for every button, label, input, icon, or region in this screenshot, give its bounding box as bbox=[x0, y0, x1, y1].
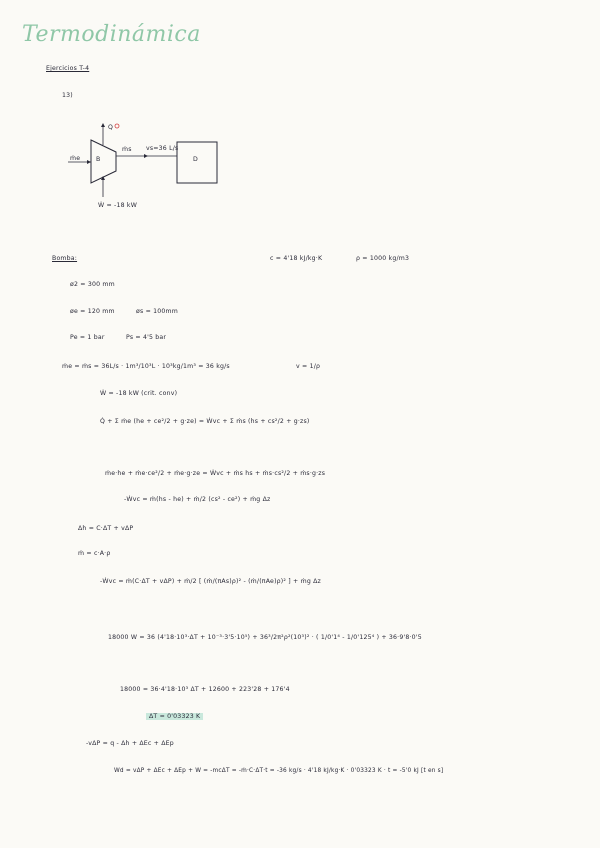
line-dh: Δh = C·ΔT + vΔP bbox=[78, 525, 134, 532]
pump-shape bbox=[91, 140, 116, 183]
line-expanded: ṁe·he + ṁe·ce²/2 + ṁe·g·ze = Ẇvc + ṁs hs + ṁs·cs²/2 + ṁs·g·zs bbox=[105, 470, 326, 477]
line-v: v = 1/ρ bbox=[296, 363, 321, 370]
line-d2: ø2 = 300 mm bbox=[70, 281, 115, 288]
problem-number: 13) bbox=[62, 92, 73, 99]
line-c: c = 4'18 kJ/kg·K bbox=[270, 255, 323, 262]
line-work: -Ẇvc = ṁ(hs - he) + ṁ/2 (cs² - ce²) + ṁg Δz bbox=[124, 496, 271, 503]
line-mass-flow: ṁe = ṁs = 36L/s · 1m³/10³L · 10³kg/1m³ = 36 kg/s bbox=[62, 363, 230, 370]
label-d: D bbox=[193, 156, 198, 163]
line-work-full: -Ẇvc = ṁ(C·ΔT + vΔP) + ṁ/2 [ (ṁ/(πAs)ρ)² - (ṁ/(πAe)ρ)² ] + ṁg Δz bbox=[100, 578, 322, 585]
line-ds: øs = 100mm bbox=[136, 308, 178, 315]
line-mdot: ṁ = c·A·ρ bbox=[78, 550, 111, 557]
label-b: B bbox=[96, 156, 101, 163]
line-rho: ρ = 1000 kg/m3 bbox=[356, 255, 410, 262]
line-solve: 18000 = 36·4'18·10³ ΔT + 12600 + 223'28 + 176'4 bbox=[120, 686, 290, 693]
line-bomba: Bomba: bbox=[52, 255, 78, 262]
line-ps: Ps = 4'5 bar bbox=[126, 334, 167, 341]
label-ms: ṁs bbox=[122, 146, 132, 153]
line-de: øe = 120 mm bbox=[70, 308, 115, 315]
section-heading: Ejercicios T-4 bbox=[46, 65, 90, 72]
pump-diagram bbox=[60, 115, 230, 215]
label-vs: vs=36 L/s bbox=[146, 145, 179, 152]
label-me: ṁe bbox=[70, 155, 81, 162]
page-title: Termodinámica bbox=[22, 22, 201, 47]
line-w: Ẇ = -18 kW (crit. conv) bbox=[100, 390, 178, 397]
line-dt-result: ΔT = 0'03323 K bbox=[146, 713, 203, 720]
line-numeric: 18000 W = 36 (4'18·10³·ΔT + 10⁻³·3'5·10⁵) + 36³/2π²ρ²(10³)² · ( 1/0'1⁴ - 1/0'125⁴ ) + 36·9'8·0'5 bbox=[108, 634, 422, 641]
label-w: Ẇ = -18 kW bbox=[98, 202, 138, 209]
line-pe: Pe = 1 bar bbox=[70, 334, 105, 341]
line-final: Wd = vΔP + ΔEc + ΔEp + W = -mcΔT = -ṁ·C·ΔT·t = -36 kg/s · 4'18 kJ/kg·K · 0'03323 K · t = -5'0 kJ [t en s] bbox=[114, 768, 444, 774]
label-q: Q bbox=[108, 124, 114, 131]
line-energy-balance: Q̇ + Σ ṁe (he + ce²/2 + g·ze) = Ẇvc + Σ ṁs (hs + cs²/2 + g·zs) bbox=[100, 418, 310, 425]
line-vdp: -vΔP = q - Δh + ΔEc + ΔEp bbox=[86, 740, 174, 747]
